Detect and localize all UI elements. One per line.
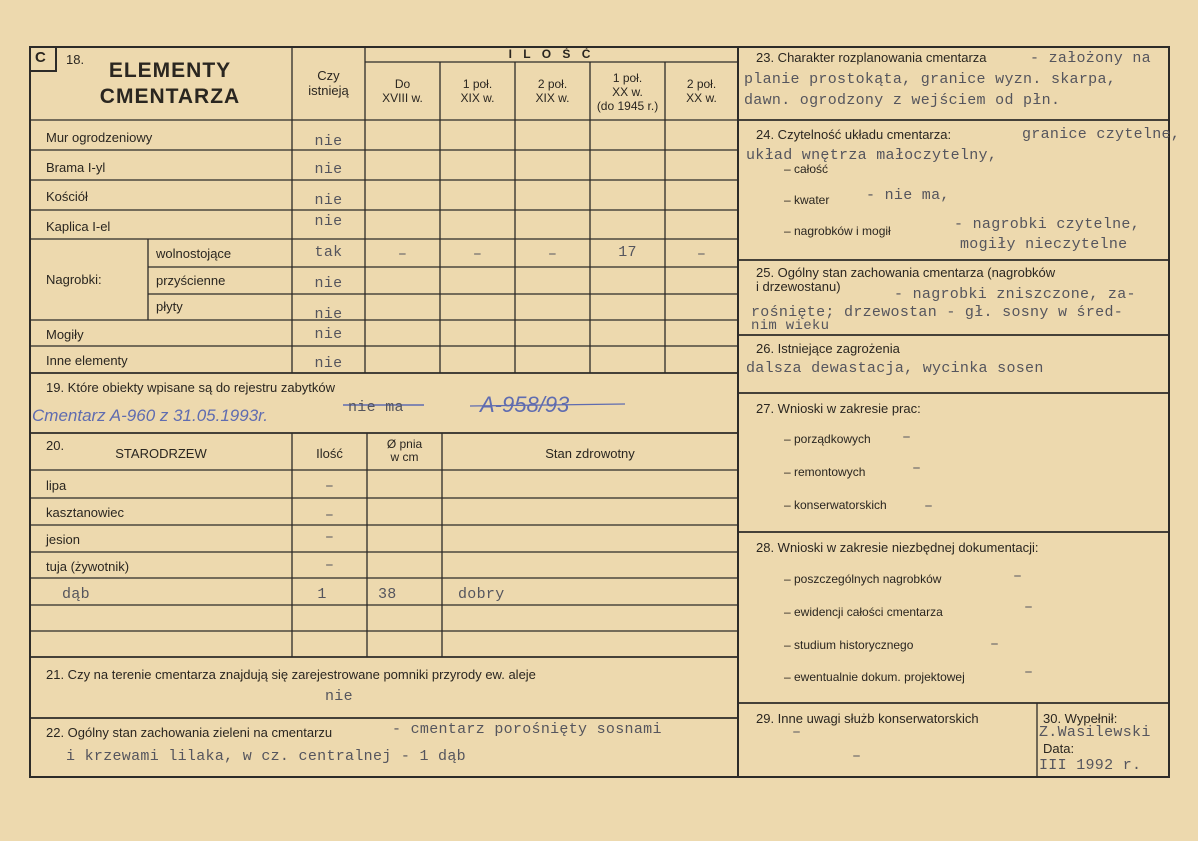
section-28-item-2: – ewidencji całości cmentarza bbox=[784, 605, 943, 619]
section-24-value-1: granice czytelne, bbox=[1022, 126, 1181, 143]
trees-col-health: Stan zdrowotny bbox=[545, 446, 635, 461]
period-1-l1: Do bbox=[394, 77, 411, 91]
section-25-value-2: rośnięte; drzewostan - gł. sosny w śred- bbox=[751, 304, 1124, 321]
period-1-l2: XVIII w. bbox=[382, 91, 423, 105]
tree-qty-jesion: – bbox=[324, 529, 335, 546]
tree-name-jesion: jesion bbox=[46, 532, 80, 547]
period-4-l1: 1 poł. bbox=[612, 71, 643, 85]
diameter-line2: w cm bbox=[390, 450, 419, 464]
section-23-value-1: - założony na bbox=[1030, 50, 1151, 67]
section-22-label: 22. Ogólny stan zachowania zieleni na cmentarzu bbox=[46, 725, 333, 740]
row-value-graves: nie bbox=[314, 326, 343, 343]
tree-qty-kasztanowiec: – bbox=[324, 507, 335, 524]
row-label-tombstones: Nagrobki: bbox=[46, 272, 102, 287]
tree-name-tuja: tuja (żywotnik) bbox=[46, 559, 130, 574]
section-24-tombs-value-1: - nagrobki czytelne, bbox=[954, 216, 1141, 233]
section-26-label: 26. Istniejące zagrożenia bbox=[756, 341, 900, 356]
tree-diameter-dab: 38 bbox=[378, 586, 397, 603]
row-label-graves: Mogiły bbox=[46, 327, 84, 342]
freestanding-period-4: 17 bbox=[618, 244, 637, 261]
period-4-l2: XX w. bbox=[612, 85, 643, 99]
section-28-value-3: – bbox=[990, 636, 1000, 653]
period-5-l1: 2 poł. bbox=[686, 77, 717, 91]
row-value-wall-mounted: nie bbox=[314, 275, 343, 292]
row-label-wall: Mur ogrodzeniowy bbox=[46, 130, 153, 145]
section-25-label-2: i drzewostanu) bbox=[756, 279, 841, 294]
row-label-wall-mounted: przyścienne bbox=[156, 273, 226, 288]
tree-name-kasztanowiec: kasztanowiec bbox=[46, 505, 125, 520]
tree-qty-tuja: – bbox=[324, 557, 335, 574]
title-line-2: CMENTARZA bbox=[99, 85, 241, 108]
section-24-tombs-value-2: mogiły nieczytelne bbox=[960, 236, 1128, 253]
date-value: III 1992 r. bbox=[1039, 757, 1142, 774]
section-27-value-1: – bbox=[902, 429, 912, 446]
row-value-freestanding: tak bbox=[314, 244, 343, 261]
row-label-gate: Brama I-yl bbox=[46, 160, 106, 175]
section-21-label: 21. Czy na terenie cmentarza znajdują się zarejestrowane pomniki przyrody ew. aleje bbox=[46, 667, 536, 682]
col-header-period-1 bbox=[365, 77, 440, 105]
row-label-slabs: płyty bbox=[156, 299, 183, 314]
col-czy-line1: Czy bbox=[317, 68, 340, 83]
section-23-value-3: dawn. ogrodzony z wejściem od płn. bbox=[744, 92, 1061, 109]
section-23-label: 23. Charakter rozplanowania cmentarza bbox=[756, 50, 987, 65]
section-18-number: 18. bbox=[66, 52, 85, 67]
tree-qty-lipa: – bbox=[324, 478, 335, 495]
section-24-quarters-value: - nie ma, bbox=[866, 187, 950, 204]
registry-handwritten-right: A-958/93 bbox=[480, 392, 570, 417]
tree-name-dab: dąb bbox=[62, 586, 90, 603]
section-25-value-3: nim wieku bbox=[751, 318, 830, 334]
section-20-title: STARODRZEW bbox=[115, 446, 207, 461]
date-label: Data: bbox=[1043, 741, 1075, 756]
registry-handwritten-left: Cmentarz A-960 z 31.05.1993r. bbox=[32, 406, 268, 425]
period-2-l2: XIX w. bbox=[460, 91, 495, 105]
period-4-l3: (do 1945 r.) bbox=[596, 99, 659, 113]
section-30-label: 30. Wypełnił: bbox=[1043, 711, 1118, 726]
row-label-church: Kościół bbox=[46, 189, 88, 204]
title-line-1: ELEMENTY bbox=[108, 59, 232, 82]
section-24-value-2: układ wnętrza małoczytelny, bbox=[746, 147, 998, 164]
col-header-period-2 bbox=[440, 77, 515, 105]
trees-col-diameter bbox=[367, 438, 442, 464]
filled-by-name: Z.Wasilewski bbox=[1039, 724, 1151, 741]
section-25-value-1: - nagrobki zniszczone, za- bbox=[894, 286, 1136, 303]
section-24-tombs: – nagrobków i mogił bbox=[784, 224, 891, 238]
period-5-l2: XX w. bbox=[686, 91, 717, 105]
trees-col-quantity: Ilość bbox=[316, 446, 343, 461]
section-27-value-2: – bbox=[912, 460, 922, 477]
section-28-item-3: – studium historycznego bbox=[784, 638, 914, 652]
row-label-freestanding: wolnostojące bbox=[156, 246, 232, 261]
col-header-period-4 bbox=[590, 71, 665, 113]
freestanding-period-5: – bbox=[696, 246, 707, 263]
col-czy-line2: istnieją bbox=[308, 83, 349, 98]
section-28-item-1: – poszczególnych nagrobków bbox=[784, 572, 942, 586]
period-3-l1: 2 poł. bbox=[537, 77, 568, 91]
section-29-label: 29. Inne uwagi służb konserwatorskich bbox=[756, 711, 979, 726]
section-21-value: nie bbox=[325, 688, 353, 705]
tree-health-dab: dobry bbox=[458, 586, 505, 603]
section-22-value-1: - cmentarz porośnięty sosnami bbox=[392, 721, 662, 738]
section-28-value-2: – bbox=[1024, 599, 1034, 616]
section-letter: C bbox=[35, 49, 46, 66]
section-26-value: dalsza dewastacja, wycinka sosen bbox=[746, 360, 1044, 377]
section-20-number: 20. bbox=[46, 438, 65, 453]
freestanding-period-1: – bbox=[397, 246, 408, 263]
section-29-value-1: – bbox=[792, 724, 802, 741]
tree-name-lipa: lipa bbox=[46, 478, 67, 493]
section-22-value-2: i krzewami lilaka, w cz. centralnej - 1 dąb bbox=[66, 748, 466, 765]
section-28-value-1: – bbox=[1013, 568, 1023, 585]
diameter-line1: Ø pnia bbox=[386, 437, 423, 451]
section-28-value-4: – bbox=[1024, 664, 1034, 681]
section-19-label: 19. Które obiekty wpisane są do rejestru zabytków bbox=[46, 380, 336, 395]
section-24-quarters: – kwater bbox=[784, 193, 830, 207]
period-3-l2: XIX w. bbox=[535, 91, 570, 105]
col-header-exists bbox=[292, 68, 365, 98]
row-value-gate: nie bbox=[314, 161, 343, 178]
freestanding-period-3: – bbox=[547, 246, 558, 263]
section-24-whole: – całość bbox=[784, 162, 829, 176]
registry-typed-value: nie ma bbox=[348, 399, 404, 416]
row-label-other: Inne elementy bbox=[46, 353, 128, 368]
section-23-value-2: planie prostokąta, granice wyzn. skarpa, bbox=[744, 71, 1117, 88]
row-value-other: nie bbox=[314, 355, 343, 372]
col-header-period-3 bbox=[515, 77, 590, 105]
section-25-label-1: 25. Ogólny stan zachowania cmentarza (nagrobków bbox=[756, 265, 1056, 280]
tree-qty-dab: 1 bbox=[317, 586, 327, 603]
section-27-item-2: – remontowych bbox=[784, 465, 866, 479]
row-value-church: nie bbox=[314, 192, 343, 209]
row-value-chapel: nie bbox=[314, 213, 343, 230]
section-29-value-2: – bbox=[852, 748, 862, 765]
section-24-label: 24. Czytelność układu cmentarza: bbox=[756, 127, 952, 142]
section-27-item-3: – konserwatorskich bbox=[784, 498, 887, 512]
section-27-value-3: – bbox=[924, 498, 934, 515]
section-28-label: 28. Wnioski w zakresie niezbędnej dokumentacji: bbox=[756, 540, 1039, 555]
col-header-period-5 bbox=[665, 77, 738, 105]
period-2-l1: 1 poł. bbox=[462, 77, 493, 91]
row-value-wall: nie bbox=[314, 133, 343, 150]
section-28-item-4: – ewentualnie dokum. projektowej bbox=[784, 670, 965, 684]
freestanding-period-2: – bbox=[472, 246, 483, 263]
section-27-label: 27. Wnioski w zakresie prac: bbox=[756, 401, 921, 416]
section-27-item-1: – porządkowych bbox=[784, 432, 871, 446]
row-label-chapel: Kaplica I-el bbox=[46, 219, 111, 234]
section-18-title bbox=[70, 58, 270, 110]
col-header-quantity: I L O Ś Ć bbox=[508, 47, 595, 61]
row-value-slabs: nie bbox=[314, 306, 343, 323]
